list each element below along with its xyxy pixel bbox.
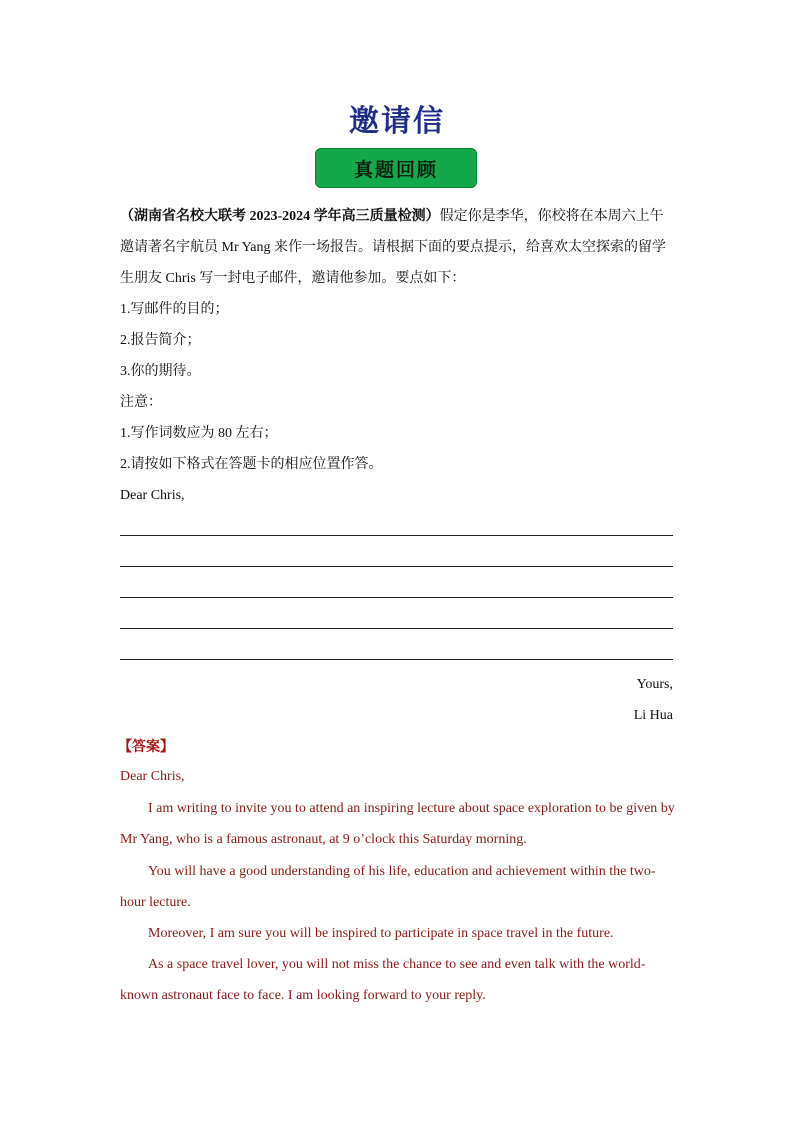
note-item-1: 1.写作词数应为 80 左右； xyxy=(120,426,278,441)
answer-paragraph-4: As a space travel lover, you will not miss the chance to see and even talk with the world-known astronaut face to face. I am looking forward to your reply. xyxy=(120,957,646,1004)
page-title: 邀请信 xyxy=(349,105,445,138)
section-badge: 真题回顾 xyxy=(315,148,477,188)
point-item-2: 2.报告简介； xyxy=(120,333,201,348)
answer-paragraph-3: Moreover, I am sure you will be inspired to participate in space travel in the future. xyxy=(148,926,614,941)
answer-paragraph-1: I am writing to invite you to attend an inspiring lecture about space exploration to be given by Mr Yang, who is a famous astronaut, at 9 o’clock this Saturday morning. xyxy=(120,801,675,848)
answer-salutation: Dear Chris, xyxy=(120,769,185,784)
answer-paragraph-2: You will have a good understanding of his life, education and achievement within the two-hour lecture. xyxy=(120,864,656,911)
notes-heading: 注意： xyxy=(120,395,162,410)
answer-line-4 xyxy=(120,628,673,629)
letter-salutation: Dear Chris, xyxy=(120,488,185,503)
letter-closing: Yours, xyxy=(636,677,673,692)
prompt-paragraph xyxy=(120,201,676,294)
answer-line-1 xyxy=(120,535,673,536)
answer-line-5 xyxy=(120,659,673,660)
note-item-2: 2.请按如下格式在答题卡的相应位置作答。 xyxy=(120,457,383,472)
answer-line-3 xyxy=(120,597,673,598)
point-item-3: 3.你的期待。 xyxy=(120,364,201,379)
letter-signature: Li Hua xyxy=(633,708,673,723)
answer-label: 【答案】 xyxy=(118,740,174,755)
prompt-source: （湖南省名校大联考 2023-2024 学年高三质量检测） xyxy=(120,209,440,224)
prompt-text: 假定你是李华，你校将在本周六上午邀请著名宇航员 Mr Yang 来作一场报告。请根据下面的要点提示，给喜欢太空探索的留学生朋友 Chris 写一封电子邮件，邀请他参加。要点如下： xyxy=(120,209,667,286)
point-item-1: 1.写邮件的目的； xyxy=(120,302,229,317)
answer-line-2 xyxy=(120,566,673,567)
